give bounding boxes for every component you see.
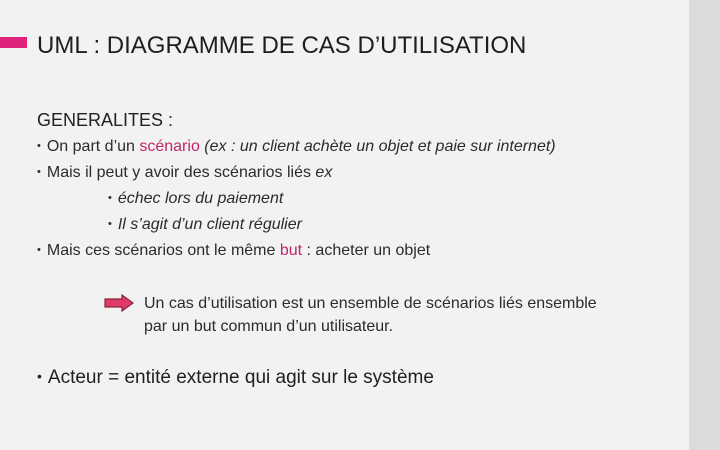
title-accent-bar [0,37,27,48]
right-arrow-icon [104,294,134,312]
bullet-text: Mais il peut y avoir des scénarios liés [46,164,316,181]
note-line-2: par un but commun d’un utilisateur. [144,318,394,335]
bullet-marker: • [37,166,41,178]
note-line-1: Un cas d’utilisation est un ensemble de scénarios liés ensemble [144,295,597,312]
sub-bullet-item [108,216,302,234]
actor-bullet [37,367,434,389]
sub-bullet-text: échec lors du paiement [117,190,284,207]
slide-title: UML : DIAGRAMME DE CAS D’UTILISATION [37,32,527,59]
right-sidebar-strip [689,0,720,450]
sub-bullet-text: Il s’agit d’un client régulier [117,216,302,233]
bullet-ex-label: ex [315,164,333,181]
bullet-example: (ex : un client achète un objet et paie sur internet) [199,138,556,155]
bullet-item [37,242,430,260]
bullet-text: On part d’un [46,138,140,155]
bullet-item [37,164,332,182]
bullet-marker: • [108,192,112,204]
bullet-marker: • [37,368,42,384]
section-heading: GENERALITES : [37,110,174,130]
definition-note [144,292,684,338]
actor-text: Acteur = entité externe qui agit sur le système [47,367,434,388]
bullet-marker: • [37,140,41,152]
highlight-word: but [279,242,303,259]
sub-bullet-item [108,190,283,208]
bullet-marker: • [37,244,41,256]
bullet-text: Mais ces scénarios ont le même [46,242,280,259]
highlight-word: scénario [139,138,200,155]
bullet-item [37,138,556,156]
bullet-text-end: : acheter un objet [302,242,431,259]
bullet-marker: • [108,218,112,230]
